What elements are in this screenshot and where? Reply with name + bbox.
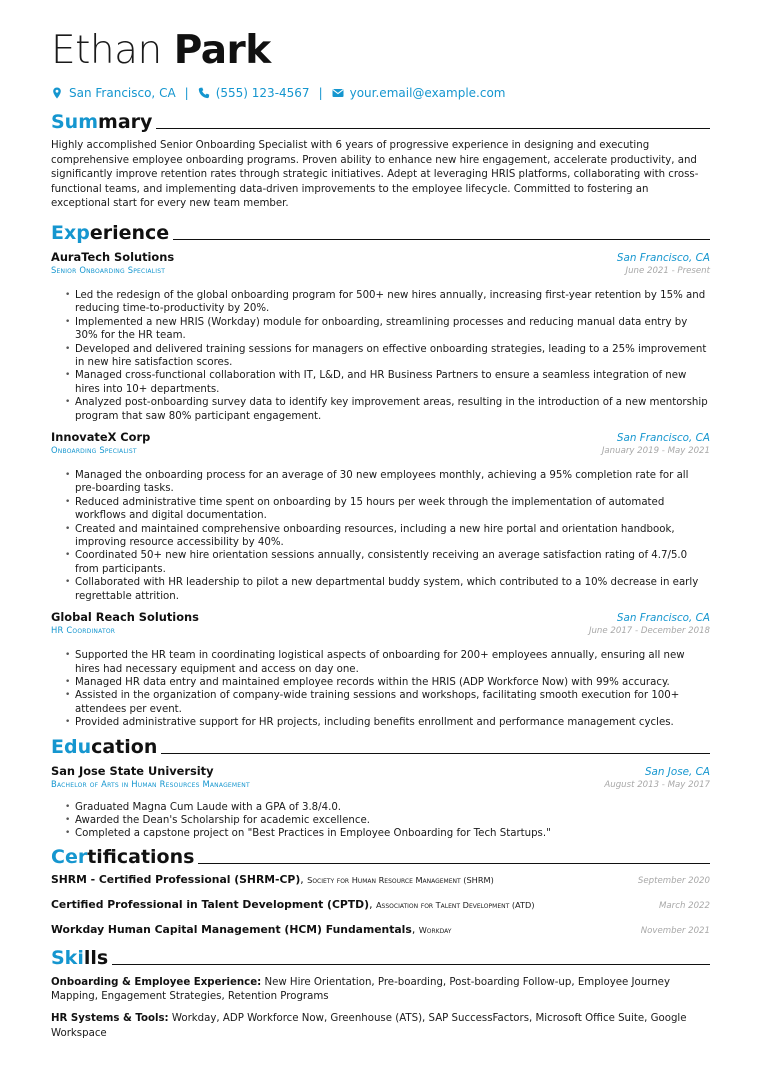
certification-date: November 2021	[640, 925, 710, 936]
summary-heading	[51, 111, 710, 133]
section-rule	[112, 964, 710, 965]
job-dates: June 2021 - Present	[625, 265, 710, 276]
contact-email[interactable]	[332, 86, 506, 100]
bullet-item: • Managed HR data entry and maintained employee records within the HRIS (ADP Workforce Now) with 99% accuracy.	[65, 676, 710, 689]
education-dates: August 2013 - May 2017	[604, 779, 710, 790]
job-location: San Francisco, CA	[616, 251, 710, 264]
bullet-item: • Coordinated 50+ new hire orientation sessions annually, consistently receiving an average satisfaction rating of 4.7/5.0 from participants.	[65, 549, 710, 576]
title-rest: cation	[91, 735, 158, 758]
job-location: San Francisco, CA	[616, 432, 710, 445]
certification-item: Workday Human Capital Management (HCM) Fundamentals, Workday November 2021	[51, 922, 710, 936]
certifications-heading	[51, 846, 710, 868]
job-entry	[51, 250, 710, 423]
title-accent: Ski	[51, 946, 84, 969]
location-text: San Francisco, CA	[69, 86, 176, 100]
section-title	[51, 111, 152, 133]
section-title	[51, 846, 194, 868]
phone-text: (555) 123-4567	[215, 86, 310, 100]
title-rest: mary	[98, 111, 153, 133]
certification-issuer: Society for Human Resource Management (SHRM)	[307, 874, 494, 885]
section-rule	[156, 128, 710, 129]
job-org: InnovateX Corp	[51, 430, 151, 445]
certification-name: Certified Professional in Talent Development (CPTD)	[51, 897, 370, 911]
job-role: Senior Onboarding Specialist	[51, 264, 166, 275]
certification-date: September 2020	[637, 875, 710, 886]
map-marker-icon	[51, 87, 63, 99]
email-text: your.email@example.com	[349, 86, 506, 100]
title-rest: lls	[83, 946, 109, 969]
bullet-item: • Provided administrative support for HR projects, including benefits enrollment and performance management cycles.	[65, 716, 710, 729]
bullet-item: • Assisted in the organization of company-wide training sessions and workshops, facilitating smooth execution for 100+ attendees per event.	[65, 689, 710, 716]
title-accent: Cer	[51, 845, 88, 868]
job-dates: June 2017 - December 2018	[588, 626, 710, 637]
job-role: HR Coordinator	[51, 625, 116, 636]
education-heading	[51, 736, 710, 758]
skill-label: Onboarding & Employee Experience:	[51, 976, 262, 988]
last-name: Park	[173, 28, 271, 73]
bullet-item: • Implemented a new HRIS (Workday) module for onboarding, streamlining processes and reducing manual data entry by 30% for the HR team.	[65, 316, 710, 343]
bullet-item: • Supported the HR team in coordinating logistical aspects of onboarding for 200+ employees annually, ensuring all new hires had necessary equipment and access on day one.	[65, 649, 710, 676]
job-org: Global Reach Solutions	[51, 610, 199, 625]
bullet-item: • Managed the onboarding process for an average of 30 new employees monthly, achieving a 95% completion rate for all pre-boarding tasks.	[65, 469, 710, 496]
certification-item: SHRM - Certified Professional (SHRM-CP), Society for Human Resource Management (SHRM) September 2020	[51, 872, 710, 886]
bullet-item: • Reduced administrative time spent on onboarding by 15 hours per week through the implementation of automated workflows and digital documentation.	[65, 496, 710, 523]
section-title	[51, 736, 157, 758]
skill-label: HR Systems & Tools:	[51, 1012, 169, 1024]
degree: Bachelor of Arts in Human Resources Management	[51, 778, 250, 789]
contact-phone[interactable]	[198, 86, 310, 100]
job-bullets	[51, 649, 710, 729]
certification-issuer: Association for Talent Development (ATD)	[375, 899, 535, 910]
bullet-item: • Developed and delivered training sessions for managers on effective onboarding strategies, leading to a 25% improvement in new hire satisfaction scores.	[65, 343, 710, 370]
job-bullets	[51, 289, 710, 423]
school-name: San Jose State University	[51, 763, 214, 778]
skill-list: New Hire Orientation, Pre-boarding, Post-boarding Follow-up, Employee Journey Mapping, Engagement Strategies, Retention Programs	[51, 976, 670, 1003]
job-entry	[51, 430, 710, 603]
skills-heading	[51, 947, 710, 969]
section-title	[51, 947, 108, 969]
certification-issuer: Workday	[418, 924, 452, 935]
bullet-item: • Analyzed post-onboarding survey data to identify key improvement areas, resulting in the introduction of a new mentorship program that saw 80% participant engagement.	[65, 396, 710, 423]
contact-separator: |	[184, 86, 189, 100]
bullet-item: • Completed a capstone project on "Best Practices in Employee Onboarding for Tech Startups."	[65, 827, 710, 840]
job-bullets	[51, 469, 710, 603]
phone-icon	[198, 87, 210, 99]
resume-page	[51, 28, 710, 1041]
bullet-item: • Awarded the Dean's Scholarship for academic excellence.	[65, 814, 710, 827]
bullet-item: • Created and maintained comprehensive onboarding resources, including a new hire portal and orientation handbook, improving resource accessibility by 40%.	[65, 523, 710, 550]
job-org: AuraTech Solutions	[51, 249, 175, 264]
section-title	[51, 222, 169, 244]
certification-item: Certified Professional in Talent Development (CPTD), Association for Talent Development (ATD) March 2022	[51, 897, 710, 911]
certification-date: March 2022	[659, 900, 710, 911]
bullet-item: • Collaborated with HR leadership to pilot a new departmental buddy system, which contributed to a 10% decrease in early regrettable attrition.	[65, 576, 710, 603]
certification-name: SHRM - Certified Professional (SHRM-CP)	[51, 872, 301, 886]
education-entry	[51, 764, 710, 841]
section-rule	[198, 863, 710, 864]
job-role: Onboarding Specialist	[51, 445, 137, 456]
title-accent: Sum	[51, 111, 99, 133]
candidate-name	[51, 28, 710, 74]
bullet-item: • Graduated Magna Cum Laude with a GPA of 3.8/4.0.	[65, 801, 710, 814]
skill-group	[51, 976, 710, 1005]
contact-location	[51, 86, 176, 100]
job-dates: January 2019 - May 2021	[601, 446, 710, 457]
title-accent: Edu	[51, 735, 92, 758]
title-rest: tifications	[87, 845, 195, 868]
contact-line	[51, 84, 710, 102]
contact-separator: |	[318, 86, 323, 100]
certification-name: Workday Human Capital Management (HCM) Fundamentals	[51, 922, 412, 936]
section-rule	[161, 753, 710, 754]
bullet-item: • Led the redesign of the global onboarding program for 500+ new hires annually, increasing first-year retention by 15% and reducing time-to-productivity by 20%.	[65, 289, 710, 316]
skill-list: Workday, ADP Workforce Now, Greenhouse (ATS), SAP SuccessFactors, Microsoft Office Suite, Google Workspace	[51, 1012, 687, 1039]
education-bullets	[51, 801, 710, 841]
job-entry	[51, 610, 710, 729]
title-accent: Exp	[51, 221, 90, 244]
summary-text: Highly accomplished Senior Onboarding Specialist with 6 years of progressive experience in designing and executing comprehensive employee onboarding programs. Proven ability to enhance new hire engagement, accelerate productivity, and significantly improve retention rates through strategic initiatives. Adept at leveraging HRIS platforms, collaborating with cross-functional teams, and implementing data-driven improvements to the employee lifecycle. Committed to fostering an exceptional start for every new team member.	[51, 140, 699, 210]
envelope-icon	[332, 87, 344, 99]
school-location: San Jose, CA	[644, 765, 710, 778]
job-location: San Francisco, CA	[616, 612, 710, 625]
experience-heading	[51, 222, 710, 244]
skill-group	[51, 1012, 710, 1041]
first-name: Ethan	[51, 28, 162, 73]
title-rest: erience	[89, 221, 170, 244]
section-rule	[173, 239, 710, 240]
bullet-item: • Managed cross-functional collaboration with IT, L&D, and HR Business Partners to ensure a seamless integration of new hires into 10+ departments.	[65, 369, 710, 396]
